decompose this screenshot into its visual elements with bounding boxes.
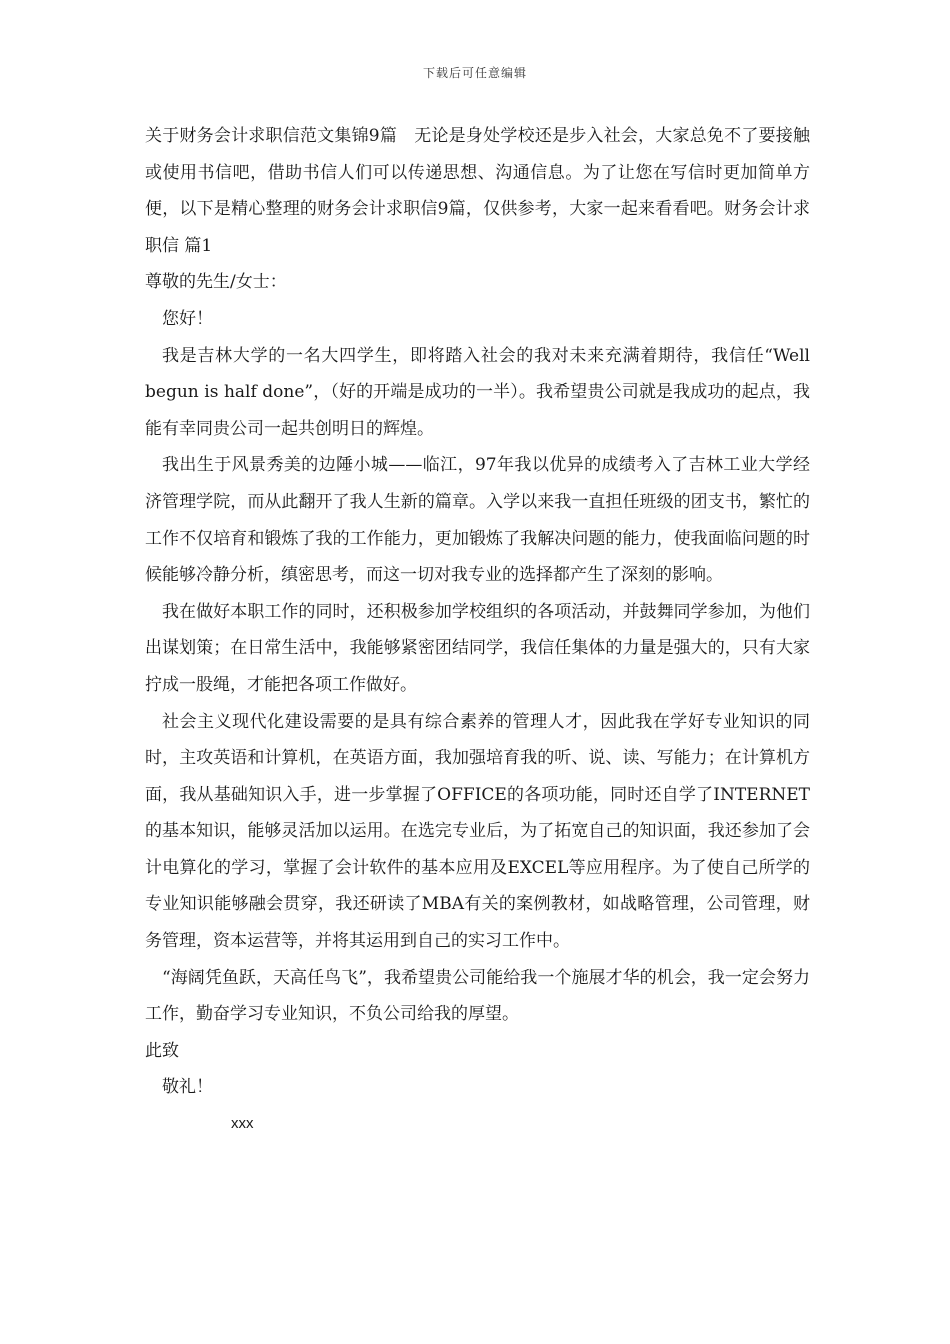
body-paragraph-5: “海阔凭鱼跃，天高任鸟飞”，我希望贵公司能给我一个施展才华的机会，我一定会努力工作，勤奋学习专业知识，不负公司给我的厚望。 [145, 967, 810, 1025]
body-paragraph-3: 我在做好本职工作的同时，还积极参加学校组织的各项活动，并鼓舞同学参加，为他们出谋划策；在日常生活中，我能够紧密团结同学，我信任集体的力量是强大的，只有大家拧成一股绳，才能把各项工作做好。 [145, 601, 810, 695]
page-header-note: 下载后可任意编辑 [422, 66, 527, 80]
closing-line-1: 此致 [145, 1040, 179, 1061]
signature: xxx [231, 1115, 254, 1133]
body-paragraph-1: 我是吉林大学的一名大四学生，即将踏入社会的我对未来充满着期待，我信任“Well begun is half done”，（好的开端是成功的一半）。我希望贵公司就是我成功的起点，我能有幸同贵公司一起共创明日的辉煌。 [145, 345, 810, 439]
closing-line-2: 敬礼！ [162, 1077, 213, 1098]
body-paragraph-4: 社会主义现代化建设需要的是具有综合素养的管理人才，因此我在学好专业知识的同时，主攻英语和计算机，在英语方面，我加强培育我的听、说、读、写能力；在计算机方面，我从基础知识入手，进一步掌握了OFFICE的各项功能，同时还自学了INTERNET的基本知识，能够灵活加以运用。在选完专业后，为了拓宽自己的知识面，我还参加了会计电算化的学习，掌握了会计软件的基本应用及EXCEL等应用程序。为了使自己所学的专业知识能够融会贯穿，我还研读了MBA有关的案例教材，如战略管理，公司管理，财务管理，资本运营等，并将其运用到自己的实习工作中。 [145, 711, 810, 952]
salutation: 尊敬的先生/女士： [145, 272, 287, 293]
body-paragraph-2: 我出生于风景秀美的边陲小城——临江，97年我以优异的成绩考入了吉林工业大学经济管理学院，而从此翻开了我人生新的篇章。入学以来我一直担任班级的团支书，繁忙的工作不仅培育和锻炼了我的工作能力，更加锻炼了我解决问题的能力，使我面临问题的时候能够冷静分析，缜密思考，而这一切对我专业的选择都产生了深刻的影响。 [145, 455, 810, 586]
intro-paragraph: 关于财务会计求职信范文集锦9篇 无论是身处学校还是步入社会，大家总免不了要接触或使用书信吧，借助书信人们可以传递思想、沟通信息。为了让您在写信时更加简单方便，以下是精心整理的财务会计求职信9篇，仅供参考，大家一起来看看吧。财务会计求职信 篇1 [145, 126, 810, 256]
greeting: 您好！ [162, 308, 213, 329]
letter-body [145, 118, 810, 1143]
